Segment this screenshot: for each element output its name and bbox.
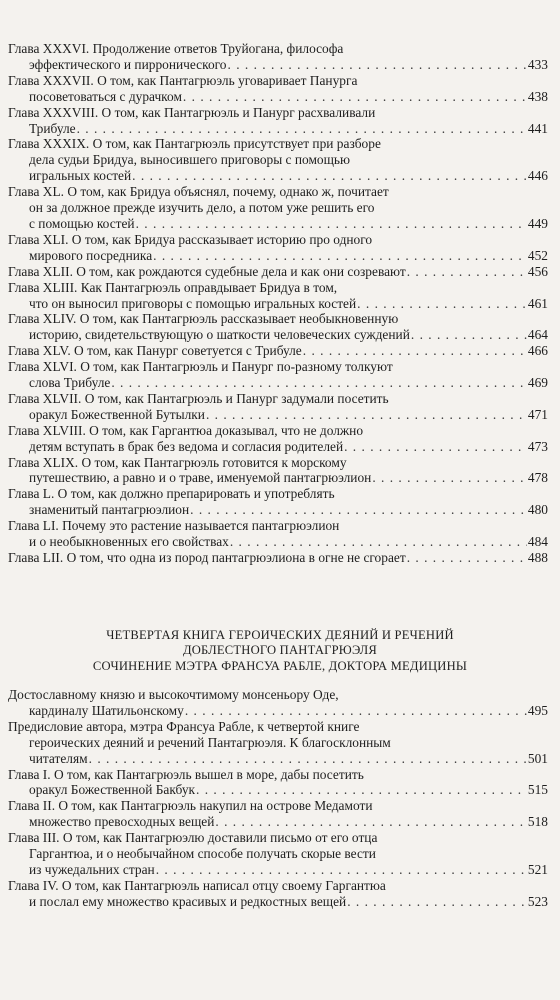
dot-leader <box>411 327 527 343</box>
toc-entry-last-line <box>8 407 548 423</box>
toc-entry-text: оракул Божественной Бутылки <box>29 406 205 422</box>
toc-entry-text: Глава XLIV. О том, как Пантагрюэль рассказывает необыкновенную <box>8 311 399 327</box>
toc-entry <box>8 105 548 137</box>
toc-entry <box>8 687 548 719</box>
toc-entry-last-line <box>8 327 548 343</box>
dot-leader <box>153 248 527 264</box>
dot-leader <box>344 439 527 455</box>
toc-entry-text: Глава L. О том, как должно препарировать и употреблять <box>8 486 335 502</box>
page-number: 464 <box>527 327 548 343</box>
toc-entry-last-line <box>8 343 548 359</box>
toc-entry-last-line <box>8 439 548 455</box>
page-number: 446 <box>527 168 548 184</box>
toc-entry-text: Глава XXXVIII. О том, как Пантагрюэль и Панург расхваливали <box>8 104 376 120</box>
dot-leader <box>206 407 527 423</box>
toc-entry-text: путешествию, а равно и о траве, именуемой пантагрюэлион <box>29 470 372 486</box>
dot-leader <box>190 502 527 518</box>
toc-entry-text: Глава IV. О том, как Пантагрюэль написал отцу своему Гаргантюа <box>8 877 386 893</box>
dot-leader <box>185 703 527 719</box>
page-number: 518 <box>527 814 548 830</box>
toc-entry-last-line <box>8 862 548 878</box>
toc-entry <box>8 486 548 518</box>
toc-entry-text: знаменитый пантагрюэлион <box>29 502 190 518</box>
toc-entry <box>8 280 548 312</box>
toc-entry-text: дела судьи Бридуа, выносившего приговоры с помощью <box>29 152 351 168</box>
toc-entry-last-line <box>8 534 548 550</box>
dot-leader <box>77 121 527 137</box>
toc-entry-text: Глава XLVIII. О том, как Гаргантюа доказывал, что не должно <box>8 422 364 438</box>
dot-leader <box>183 89 527 105</box>
toc-entry-last-line <box>8 296 548 312</box>
page-number: 478 <box>527 470 548 486</box>
toc-entry-text: Глава I. О том, как Пантагрюэль вышел в море, дабы посетить <box>8 766 364 782</box>
dot-leader <box>89 751 527 767</box>
page-number: 501 <box>527 750 548 766</box>
toc-entry <box>8 518 548 550</box>
toc-entry-last-line <box>8 894 548 910</box>
toc-entry-last-line <box>8 751 548 767</box>
toc-entry <box>8 311 548 343</box>
toc-entry-text: Глава XLII. О том, как рождаются судебные дела и как они созревают <box>8 263 406 279</box>
toc-entry-last-line <box>8 782 548 798</box>
toc-entry-text: Гаргантюа, и о необычайном способе получать скорые вести <box>29 846 376 862</box>
toc-entry-text: Глава XXXIX. О том, как Пантагрюэль присутствует при разборе <box>8 136 381 152</box>
toc-entry-text: множество превосходных вещей <box>29 814 215 830</box>
toc-entry <box>8 184 548 232</box>
toc-entry-text: героических деяний и речений Пантагрюэля. К благосклонным <box>29 734 391 750</box>
page-number: 484 <box>527 534 548 550</box>
toc-entry-last-line <box>8 502 548 518</box>
toc-entry-text: Предисловие автора, мэтра Франсуа Рабле, к четвертой книге <box>8 718 360 734</box>
toc-entry <box>8 550 548 566</box>
dot-leader <box>132 168 527 184</box>
toc-entry-text: Глава XLI. О том, как Бридуа рассказывает историю про одного <box>8 231 373 247</box>
toc-entry <box>8 232 548 264</box>
toc-entry <box>8 719 548 767</box>
toc-entry-text: Глава XL. О том, как Бридуа объяснял, почему, однако ж, почитает <box>8 184 389 200</box>
page-number: 441 <box>527 120 548 136</box>
dot-leader <box>156 862 527 878</box>
toc-entry <box>8 767 548 799</box>
toc-entry <box>8 136 548 184</box>
toc-entry-last-line <box>8 121 548 137</box>
dot-leader <box>347 894 527 910</box>
toc-entry-text: мирового посредника <box>29 247 153 263</box>
page-number: 521 <box>527 861 548 877</box>
toc-entry-last-line <box>8 470 548 486</box>
page-number: 461 <box>527 295 548 311</box>
dot-leader <box>196 782 527 798</box>
toc-entry-text: Глава LII. О том, что одна из пород пантагрюэлиона в огне не сгорает <box>8 550 406 565</box>
toc-entry <box>8 798 548 830</box>
toc-fourth-book <box>8 687 548 910</box>
toc-entry-text: Трибуле <box>29 120 76 136</box>
dot-leader <box>407 550 527 566</box>
toc-entry-text: оракул Божественной Бакбук <box>29 782 196 798</box>
toc-entry-text: эффектического и пирронического <box>29 56 227 72</box>
dot-leader <box>303 343 527 359</box>
toc-entry <box>8 359 548 391</box>
toc-entry-text: посоветоваться с дурачком <box>29 88 182 104</box>
toc-entry <box>8 391 548 423</box>
book-heading-line: ЧЕТВЕРТАЯ КНИГА ГЕРОИЧЕСКИХ ДЕЯНИЙ И РЕЧЕНИЙ <box>106 628 454 642</box>
dot-leader <box>357 296 527 312</box>
toc-entry-text: историю, свидетельствующую о шаткости человеческих суждений <box>29 327 410 343</box>
page-number: 488 <box>527 550 548 565</box>
toc-entry <box>8 878 548 910</box>
page-number: 515 <box>527 782 548 798</box>
toc-entry <box>8 455 548 487</box>
toc-entry-text: и послал ему множество красивых и редкостных вещей <box>29 893 347 909</box>
toc-entry-text: что он выносил приговоры с помощью игральных костей <box>29 295 357 311</box>
page-number: 452 <box>527 247 548 263</box>
page-number: 449 <box>527 215 548 231</box>
toc-entry-text: Глава XLIII. Как Пантагрюэль оправдывает Бридуа в том, <box>8 279 338 295</box>
toc-entry-text: с помощью костей <box>29 215 135 231</box>
toc-entry <box>8 423 548 455</box>
page-number: 495 <box>527 702 548 718</box>
toc-entry-text: Глава XLVI. О том, как Пантагрюэль и Панург по-разному толкуют <box>8 359 393 375</box>
page-number: 523 <box>527 893 548 909</box>
toc-entry-last-line <box>8 814 548 830</box>
toc-entry-text: детям вступать в брак без ведома и согласия родителей <box>29 438 344 454</box>
toc-entry-text: из чужедальних стран <box>29 861 155 877</box>
page-number: 480 <box>527 502 548 518</box>
book-heading-line: СОЧИНЕНИЕ МЭТРА ФРАНСУА РАБЛЕ, ДОКТОРА МЕДИЦИНЫ <box>92 658 468 673</box>
toc-entry-last-line <box>8 264 548 280</box>
dot-leader <box>230 534 527 550</box>
dot-leader <box>372 470 527 486</box>
dot-leader <box>215 814 527 830</box>
dot-leader <box>407 264 527 280</box>
toc-entry-text: Достославному князю и высокочтимому монсеньору Оде, <box>8 687 339 702</box>
toc-entry-text: Глава LI. Почему это растение называется пантагрюэлион <box>8 518 340 534</box>
toc-entry-text: Глава II. О том, как Пантагрюэль накупил на острове Медамоти <box>8 798 373 814</box>
page-number: 433 <box>527 56 548 72</box>
toc-entry <box>8 830 548 878</box>
book-heading <box>20 628 540 674</box>
page-number: 456 <box>527 263 548 279</box>
toc-entry-last-line <box>8 248 548 264</box>
toc-entry-text: Глава XXXVII. О том, как Пантагрюэль уговаривает Панурга <box>8 72 358 88</box>
toc-entry-last-line <box>8 703 548 719</box>
toc-entry-text: Глава XXXVI. Продолжение ответов Труйогана, философа <box>8 41 344 56</box>
toc-third-book <box>8 41 548 566</box>
page-number: 438 <box>527 88 548 104</box>
toc-entry-last-line <box>8 216 548 232</box>
toc-entry-text: Глава XLVII. О том, как Пантагрюэль и Панург задумали посетить <box>8 390 389 406</box>
dot-leader <box>136 216 527 232</box>
page-number: 466 <box>527 343 548 359</box>
toc-entry-text: и о необыкновенных его свойствах <box>29 534 229 550</box>
toc-entry-text: Глава XLIX. О том, как Пантагрюэль готовится к морскому <box>8 454 347 470</box>
toc-entry-last-line <box>8 375 548 391</box>
page-number: 471 <box>527 406 548 422</box>
toc-entry-text: Глава XLV. О том, как Панург советуется с Трибуле <box>8 343 302 359</box>
toc-entry-text: Глава III. О том, как Пантагрюэлю доставили письмо от его отца <box>8 830 378 846</box>
toc-entry-last-line <box>8 550 548 566</box>
toc-entry-last-line <box>8 89 548 105</box>
toc-entry-text: читателям <box>29 750 88 766</box>
toc-entry-text: игральных костей <box>29 168 132 184</box>
toc-entry-text: он за должное прежде изучить дело, а потом уже решить его <box>29 200 375 216</box>
toc-entry-last-line <box>8 168 548 184</box>
page-number: 469 <box>527 375 548 391</box>
toc-entry-text: кардиналу Шатильонскому <box>29 702 184 718</box>
toc-entry <box>8 41 548 73</box>
book-heading-line: ДОБЛЕСТНОГО ПАНТАГРЮЭЛЯ <box>182 643 378 658</box>
page-number: 473 <box>527 438 548 454</box>
dot-leader <box>228 57 527 73</box>
toc-entry <box>8 264 548 280</box>
toc-entry <box>8 73 548 105</box>
dot-leader <box>111 375 527 391</box>
toc-entry <box>8 343 548 359</box>
toc-entry-last-line <box>8 57 548 73</box>
toc-entry-text: слова Трибуле <box>29 375 111 391</box>
